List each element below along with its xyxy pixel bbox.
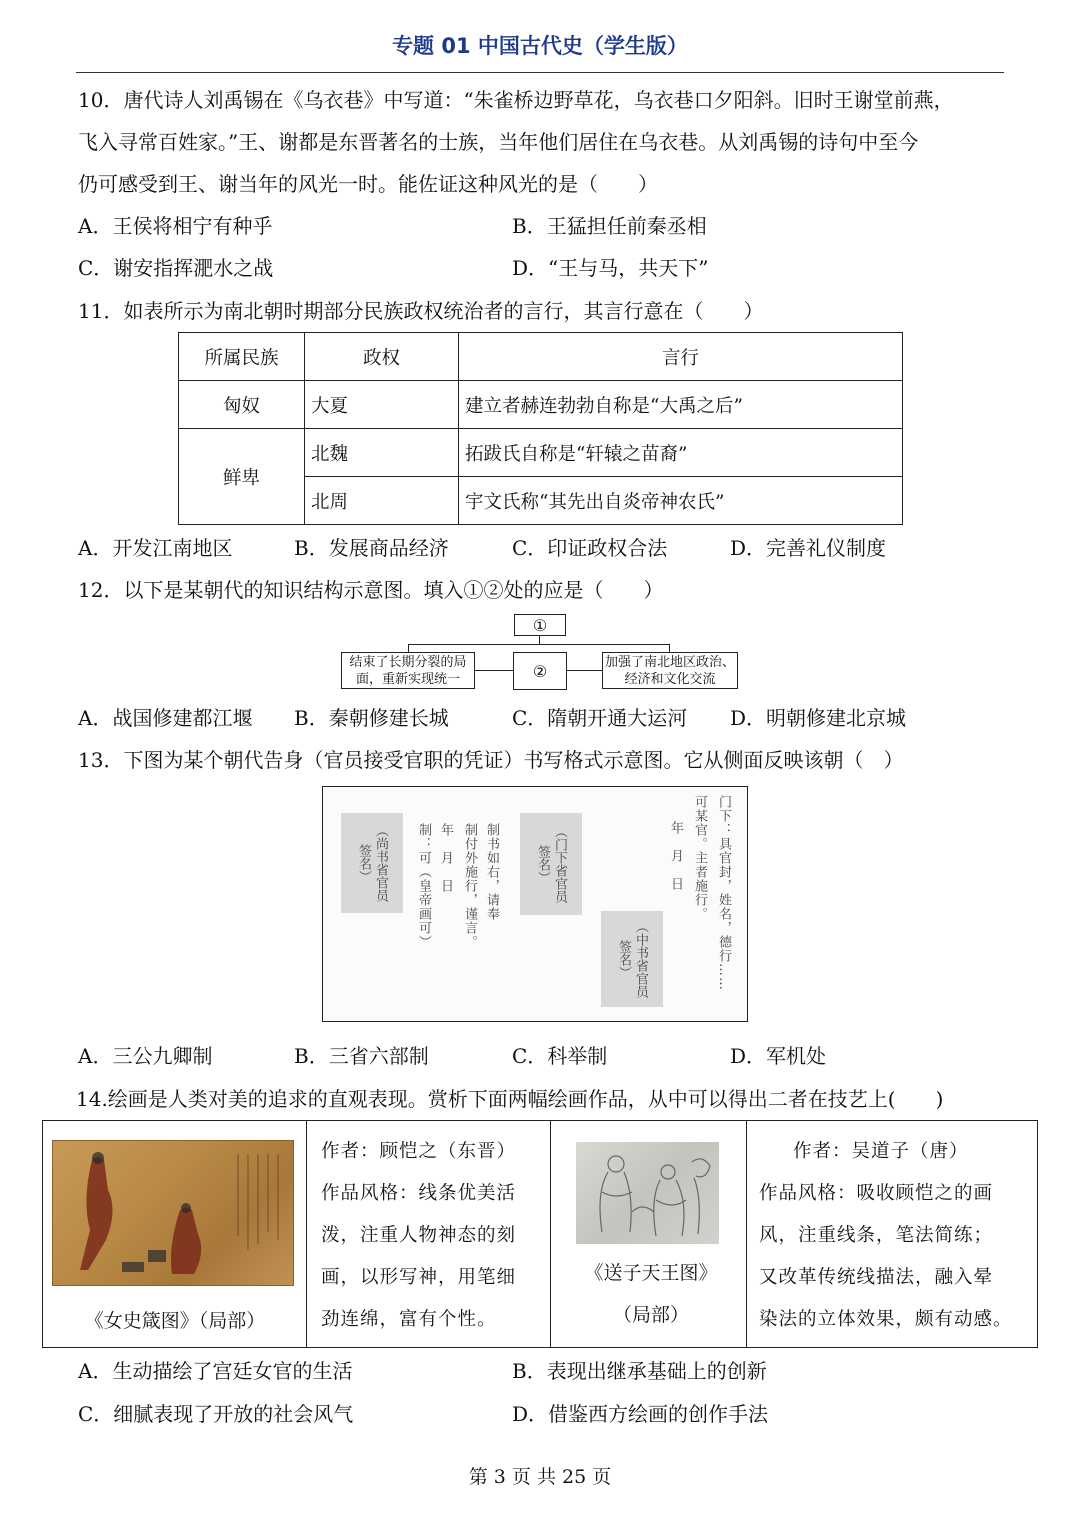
q12-option-a[interactable]: A．战国修建都江堰 bbox=[78, 706, 253, 730]
work1-desc-line: 作品风格：线条优美活 bbox=[321, 1183, 517, 1204]
q13-option-a[interactable]: A．三公九卿制 bbox=[78, 1044, 213, 1068]
q12-stem: 12．以下是某朝代的知识结构示意图。填入①②处的应是（ ） bbox=[78, 578, 664, 602]
figure-col-zhi: 制：可（皇帝画可） bbox=[416, 823, 431, 949]
q10-option-c[interactable]: C．谢安指挥淝水之战 bbox=[78, 256, 274, 280]
work2-desc-line: 染法的立体效果，颇有动感。 bbox=[759, 1309, 1013, 1330]
figure-col-zhishu-1: 制书如右，请奉 bbox=[484, 823, 499, 921]
page-number: 第 3 页 共 25 页 bbox=[468, 1466, 612, 1488]
work1-desc-cell bbox=[307, 1121, 551, 1348]
q12-option-c[interactable]: C．隋朝开通大运河 bbox=[512, 706, 688, 730]
q10-stem-line3: 仍可感受到王、谢当年的风光一时。能佐证这种风光的是（ ） bbox=[78, 172, 658, 196]
figure-shangshu-signature: （尚书省官员签名） bbox=[341, 813, 403, 913]
figure-col-zhishu-2: 制付外施行，谨言。 bbox=[462, 823, 477, 949]
table-cell-regime: 北魏 bbox=[305, 429, 459, 477]
work2-caption-note: （局部） bbox=[612, 1304, 689, 1326]
q13-option-c[interactable]: C．科举制 bbox=[512, 1044, 608, 1068]
work2-desc-line: 风，注重线条，笔法简练； bbox=[759, 1225, 994, 1246]
work1-desc-line: 泼，注重人物神态的刻 bbox=[321, 1225, 517, 1246]
page-title: 专题 01 中国古代史（学生版） bbox=[392, 34, 688, 58]
q10-stem-line2: 飞入寻常百姓家。”王、谢都是东晋著名的士族，当年他们居住在乌衣巷。从刘禹锡的诗句中至今 bbox=[78, 130, 919, 154]
table-cell-regime: 北周 bbox=[305, 477, 459, 525]
q14-stem: 14.绘画是人类对美的追求的直观表现。赏析下面两幅绘画作品，从中可以得出二者在技艺上( ) bbox=[76, 1087, 944, 1111]
q10-stem-line1: 10．唐代诗人刘禹锡在《乌衣巷》中写道：“朱雀桥边野草花，乌衣巷口夕阳斜。旧时王谢堂前燕， bbox=[78, 88, 954, 112]
q10-option-b[interactable]: B．王猛担任前秦丞相 bbox=[512, 214, 707, 238]
diagram-node-right-line2: 经济和文化交流 bbox=[624, 671, 716, 687]
diagram-node-left-line1: 结束了长期分裂的局 bbox=[349, 654, 467, 670]
table-cell-regime: 大夏 bbox=[305, 381, 459, 429]
q12-option-b[interactable]: B．秦朝修建长城 bbox=[294, 706, 449, 730]
work2-desc-line: 作者：吴道子（唐） bbox=[793, 1141, 969, 1162]
diagram-node-center: ② bbox=[513, 652, 567, 690]
diagram-node-left bbox=[341, 652, 475, 689]
diagram-connector bbox=[539, 636, 540, 644]
work2-desc-cell bbox=[747, 1121, 1038, 1348]
table-row bbox=[179, 381, 903, 429]
table-header-words: 言行 bbox=[459, 333, 903, 381]
nvshi-zhen-tu-painting bbox=[52, 1140, 294, 1286]
work2-desc-line: 又改革传统线描法，融入晕 bbox=[759, 1267, 994, 1288]
work1-description bbox=[307, 1121, 550, 1341]
q11-option-b[interactable]: B．发展商品经济 bbox=[294, 536, 449, 560]
table-header-row bbox=[179, 333, 903, 381]
q14-option-c[interactable]: C．细腻表现了开放的社会风气 bbox=[78, 1402, 354, 1426]
work2-description bbox=[747, 1121, 1037, 1341]
diagram-connector bbox=[475, 670, 513, 671]
q11-option-c[interactable]: C．印证政权合法 bbox=[512, 536, 668, 560]
work1-desc-line: 劲连绵，富有个性。 bbox=[321, 1309, 497, 1330]
q11-option-a[interactable]: A．开发江南地区 bbox=[78, 536, 233, 560]
work1-desc-line: 作者：顾恺之（东晋） bbox=[321, 1141, 517, 1162]
painting-illustration bbox=[576, 1142, 719, 1244]
table-cell-words: 宇文氏称“其先出自炎帝神农氏” bbox=[459, 477, 903, 525]
q13-option-d[interactable]: D．军机处 bbox=[730, 1044, 827, 1068]
work2-desc-line: 作品风格：吸收顾恺之的画 bbox=[759, 1183, 994, 1204]
q14-option-d[interactable]: D．借鉴西方绘画的创作手法 bbox=[512, 1402, 769, 1426]
q10-option-d[interactable]: D．“王与马，共天下” bbox=[512, 256, 709, 280]
work1-desc-line: 画，以形写神，用笔细 bbox=[321, 1267, 517, 1288]
diagram-connector bbox=[567, 670, 602, 671]
painting-illustration bbox=[52, 1140, 294, 1286]
diagram-node-top: ① bbox=[514, 614, 566, 636]
table-cell-ethnic: 鲜卑 bbox=[179, 429, 305, 525]
diagram-node-right-line1: 加强了南北地区政治、 bbox=[604, 654, 735, 670]
diagram-node-left-line2: 面，重新实现统一 bbox=[355, 671, 460, 687]
figure-menxia-signature: （门下省官员签名） bbox=[520, 813, 582, 915]
header-divider bbox=[76, 72, 1004, 73]
q11-table bbox=[178, 332, 903, 525]
work2-caption-title: 《送子天王图》 bbox=[584, 1262, 718, 1284]
figure-zhongshu-signature: （中书省官员签名） bbox=[601, 911, 663, 1007]
q14-option-b[interactable]: B．表现出继承基础上的创新 bbox=[512, 1359, 767, 1383]
table-cell-words: 建立者赫连勃勃自称是“大禹之后” bbox=[459, 381, 903, 429]
figure-col-date-1: 年 月 日 bbox=[668, 821, 683, 891]
q13-stem: 13．下图为某个朝代告身（官员接受官职的凭证）书写格式示意图。它从侧面反映该朝（ ） bbox=[78, 748, 904, 772]
q13-gaoshen-figure bbox=[322, 786, 748, 1022]
work1-caption: 《女史箴图》（局部） bbox=[84, 1310, 266, 1332]
table-row bbox=[179, 429, 903, 477]
q14-option-a[interactable]: A．生动描绘了宫廷女官的生活 bbox=[78, 1359, 353, 1383]
q13-option-b[interactable]: B．三省六部制 bbox=[294, 1044, 429, 1068]
q11-option-d[interactable]: D．完善礼仪制度 bbox=[730, 536, 887, 560]
figure-col-menxia-2: 可某官。主者施行。 bbox=[692, 795, 707, 921]
q11-stem: 11．如表所示为南北朝时期部分民族政权统治者的言行，其言行意在（ ） bbox=[78, 299, 764, 323]
q12-option-d[interactable]: D．明朝修建北京城 bbox=[730, 706, 907, 730]
q10-option-a[interactable]: A．王侯将相宁有种乎 bbox=[78, 214, 273, 238]
table-cell-ethnic: 匈奴 bbox=[179, 381, 305, 429]
songzi-tianwang-tu-painting bbox=[576, 1142, 719, 1244]
figure-col-date-2: 年 月 日 bbox=[438, 823, 453, 893]
table-header-regime: 政权 bbox=[305, 333, 459, 381]
table-header-ethnic: 所属民族 bbox=[179, 333, 305, 381]
table-cell-words: 拓跋氏自称是“轩辕之苗裔” bbox=[459, 429, 903, 477]
figure-col-menxia-1: 门下：具官封，姓名，德行…… bbox=[716, 795, 731, 991]
diagram-node-right bbox=[602, 652, 738, 689]
